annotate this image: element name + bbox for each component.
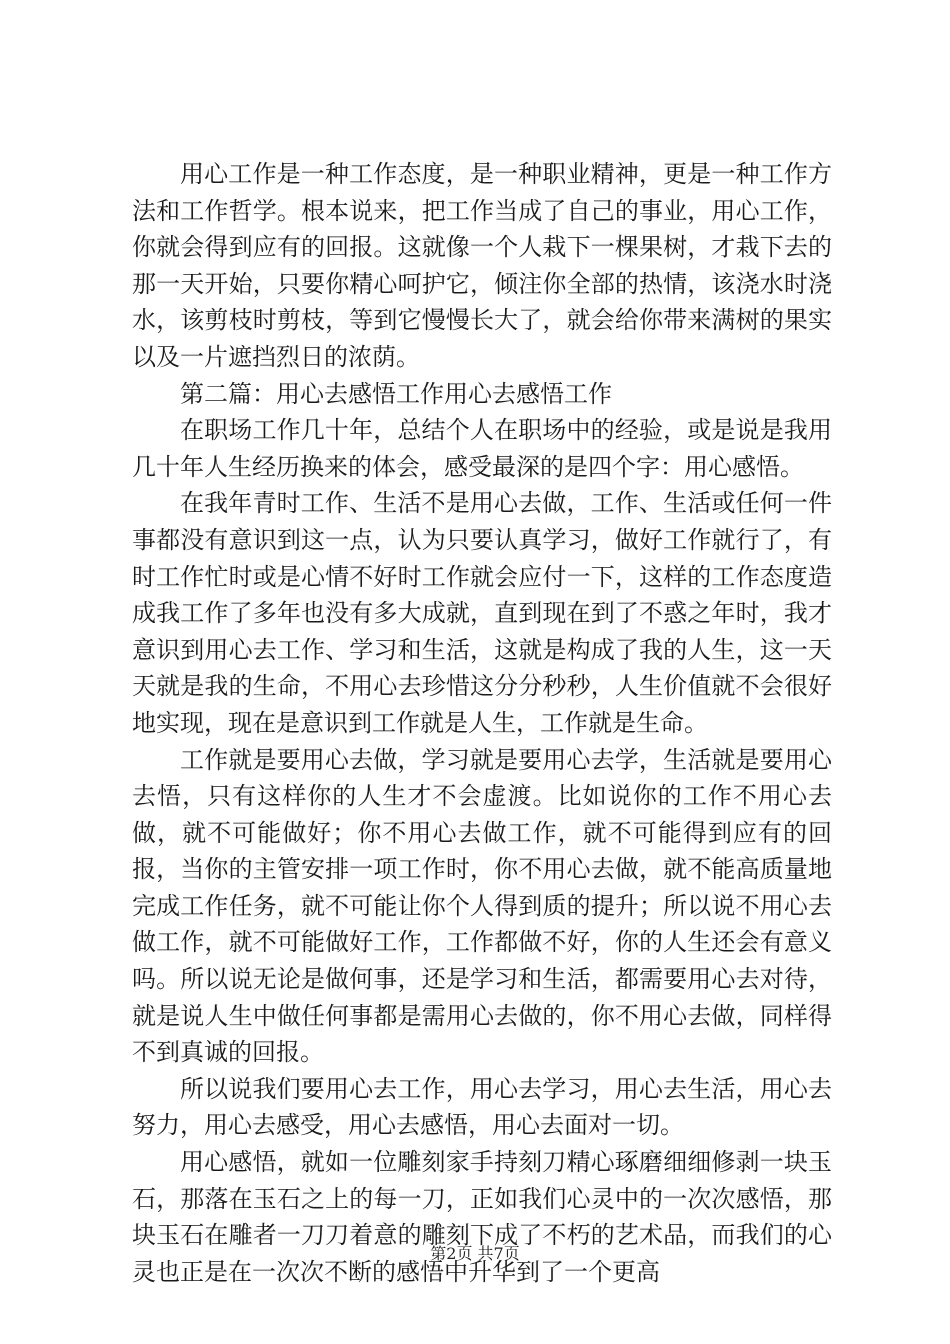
section-heading: 第二篇：用心去感悟工作用心去感悟工作 [180, 379, 612, 408]
paragraph-6: 用心感悟，就如一位雕刻家手持刻刀精心琢磨细细修剥一块玉石，那落在玉石之上的每一刀，正如我们心灵中的一次次感悟，那块玉石在雕者一刀刀着意的雕刻下成了不朽的艺术品，而我们的心灵也正是在一次次不断的感悟中升华到了一个更高 [132, 1148, 832, 1286]
paragraph-1: 用心工作是一种工作态度，是一种职业精神，更是一种工作方法和工作哲学。根本说来，把工作当成了自己的事业，用心工作，你就会得到应有的回报。这就像一个人栽下一棵果树，才栽下去的那一天开始，只要你精心呵护它，倾注你全部的热情，该浇水时浇水，该剪枝时剪枝，等到它慢慢长大了，就会给你带来满树的果实以及一片遮挡烈日的浓荫。 [132, 160, 832, 371]
paragraph-2: 在职场工作几十年，总结个人在职场中的经验，或是说是我用几十年人生经历换来的体会，感受最深的是四个字：用心感悟。 [132, 416, 832, 481]
paragraph-5: 所以说我们要用心去工作，用心去学习，用心去生活，用心去努力，用心去感受，用心去感悟，用心去面对一切。 [132, 1074, 832, 1140]
document-body [132, 156, 832, 1290]
page-number-label: 第2页 共7页 [430, 1244, 520, 1263]
page-footer [0, 1244, 950, 1264]
paragraph-4: 工作就是要用心去做，学习就是要用心去学，生活就是要用心去悟，只有这样你的人生才不会虚渡。比如说你的工作不用心去做，就不可能做好；你不用心去做工作，就不可能得到应有的回报，当你的主管安排一项工作时，你不用心去做，就不能高质量地完成工作任务，就不可能让你个人得到质的提升；所以说不用心去做工作，就不可能做好工作，工作都做不好，你的人生还会有意义吗。所以说无论是做何事，还是学习和生活，都需要用心去对待，就是说人生中做任何事都是需用心去做的，你不用心去做，同样得不到真诚的回报。 [132, 745, 832, 1067]
paragraph-3: 在我年青时工作、生活不是用心去做，工作、生活或任何一件事都没有意识到这一点，认为只要认真学习，做好工作就行了，有时工作忙时或是心情不好时工作就会应付一下，这样的工作态度造成我工作了多年也没有多大成就，直到现在到了不惑之年时，我才意识到用心去工作、学习和生活，这就是构成了我的人生，这一天天就是我的生命，不用心去珍惜这分分秒秒，人生价值就不会很好地实现，现在是意识到工作就是人生，工作就是生命。 [132, 489, 832, 737]
